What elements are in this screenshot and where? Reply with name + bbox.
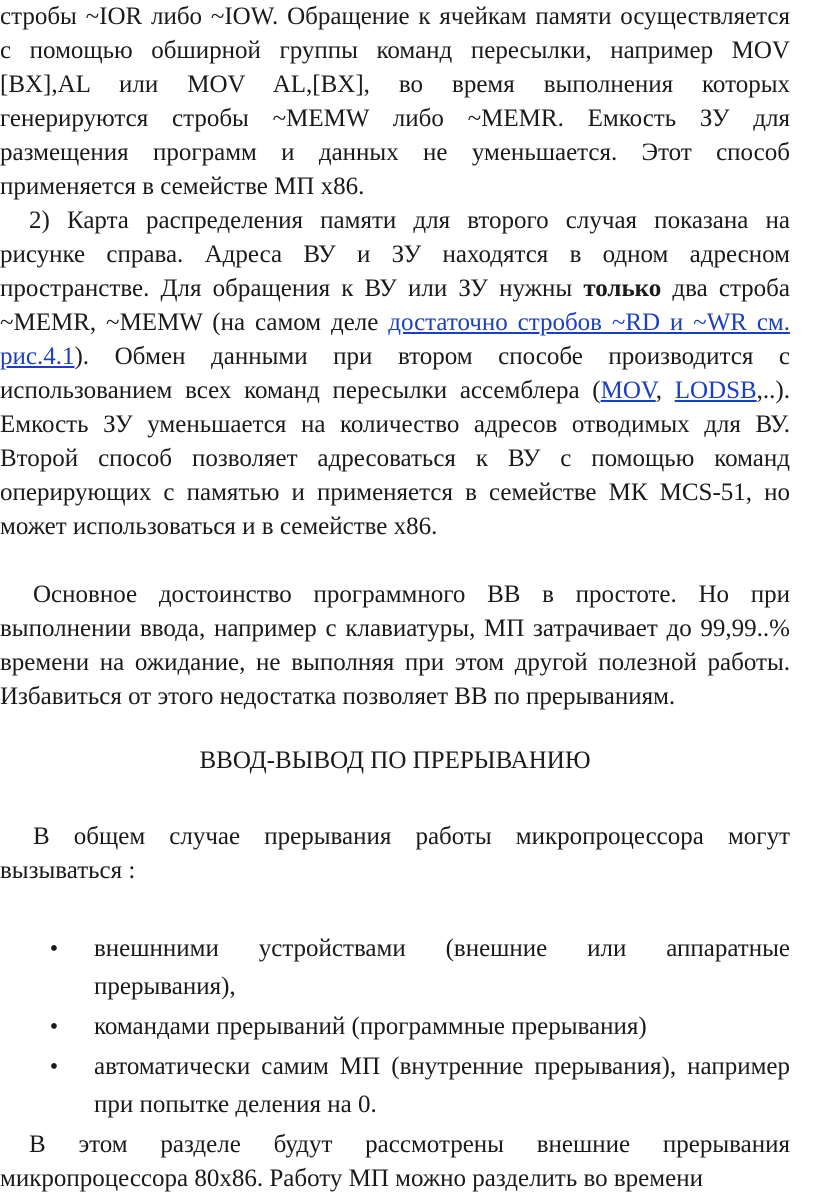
para2-line3-text: пространстве. Для обращения к ВУ или ЗУ нужны <box>0 275 584 302</box>
bullet1-line1: внешнними устройствами (внешние или аппаратные <box>94 935 790 962</box>
para3-line2: выполнении ввода, например с клавиатуры, МП затрачивает до 99,99..% <box>0 615 790 642</box>
para2-line4 <box>0 308 790 338</box>
para2-line3-tail: два строба <box>661 275 790 302</box>
link-mov[interactable]: MOV <box>600 377 656 404</box>
para2-line6-tail: ,..). <box>756 377 790 404</box>
para4-line2: вызываться : <box>0 857 136 884</box>
link-fig-4-1[interactable]: рис.4.1 <box>0 343 75 370</box>
para2-line10: может использоваться и в семействе х86. <box>0 513 438 540</box>
link-strobes[interactable]: достаточно стробов ~RD и ~WR см. <box>388 309 790 336</box>
para2-line9: оперирующих с памятью и применяется в семействе МК MCS-51, но <box>0 479 790 506</box>
section-heading: ВВОД-ВЫВОД ПО ПРЕРЫВАНИЮ <box>199 747 591 774</box>
para1-line1: стробы ~IOR либо ~IOW. Обращение к ячейкам памяти осуществляется <box>0 3 790 30</box>
para2-line8: Второй способ позволяет адресоваться к ВУ с помощью команд <box>0 445 790 472</box>
bullet-marker: • <box>49 1014 59 1040</box>
para5-line1: В этом разделе будут рассмотрены внешние прерывания <box>29 1131 790 1158</box>
para2-line1: 2) Карта распределения памяти для второго случая показана на <box>29 207 790 234</box>
bullet3-line2: при попытке деления на 0. <box>94 1091 377 1118</box>
para1-line4: генерируются стробы ~MEMW либо ~MEMR. Емкость ЗУ для <box>0 105 790 132</box>
para2-line5-text: ). Обмен данными при втором способе производится с <box>74 343 790 370</box>
para1-line3: [BX],AL или MOV AL,[BX], во время выполнения которых <box>0 71 790 98</box>
para2-line3 <box>0 274 790 304</box>
bullet2-line1: командами прерываний (программные прерывания) <box>94 1013 647 1040</box>
para1-line2: с помощью обширной группы команд пересылки, например MOV <box>0 37 790 64</box>
bullet3-line1: автоматически самим МП (внутренние прерывания), например <box>94 1053 790 1080</box>
bullet-marker: • <box>49 1054 59 1080</box>
para2-line5 <box>0 342 790 372</box>
para2-line6-sep: , <box>655 377 675 404</box>
para1-line6: применяется в семействе МП х86. <box>0 173 365 200</box>
para2-line6-text: использованием всех команд пересылки ассемблера ( <box>0 377 601 404</box>
link-lodsb[interactable]: LODSB <box>674 377 757 404</box>
emphasis-only: только <box>583 275 662 302</box>
para2-line2: рисунке справа. Адреса ВУ и ЗУ находятся в одном адресном <box>0 241 790 268</box>
para3-line1: Основное достоинство программного ВВ в простоте. Но при <box>33 581 790 608</box>
para3-line4: Избавиться от этого недостатка позволяет ВВ по прерываниям. <box>0 683 676 710</box>
bullet1-line2: прерывания), <box>94 973 236 1000</box>
para2-line7: Емкость ЗУ уменьшается на количество адресов отводимых для ВУ. <box>0 411 790 438</box>
para1-line5: размещения программ и данных не уменьшается. Этот способ <box>0 139 790 166</box>
para2-line4-text: ~MEMR, ~MEMW (на самом деле <box>0 309 389 336</box>
para2-line6 <box>0 376 790 406</box>
para4-line1: В общем случае прерывания работы микропроцессора могут <box>33 823 790 850</box>
bullet-marker: • <box>49 936 59 962</box>
para5-line2: микропроцессора 80х86. Работу МП можно разделить во времени <box>0 1165 703 1192</box>
para3-line3: времени на ожидание, не выполняя при этом другой полезной работы. <box>0 649 790 676</box>
